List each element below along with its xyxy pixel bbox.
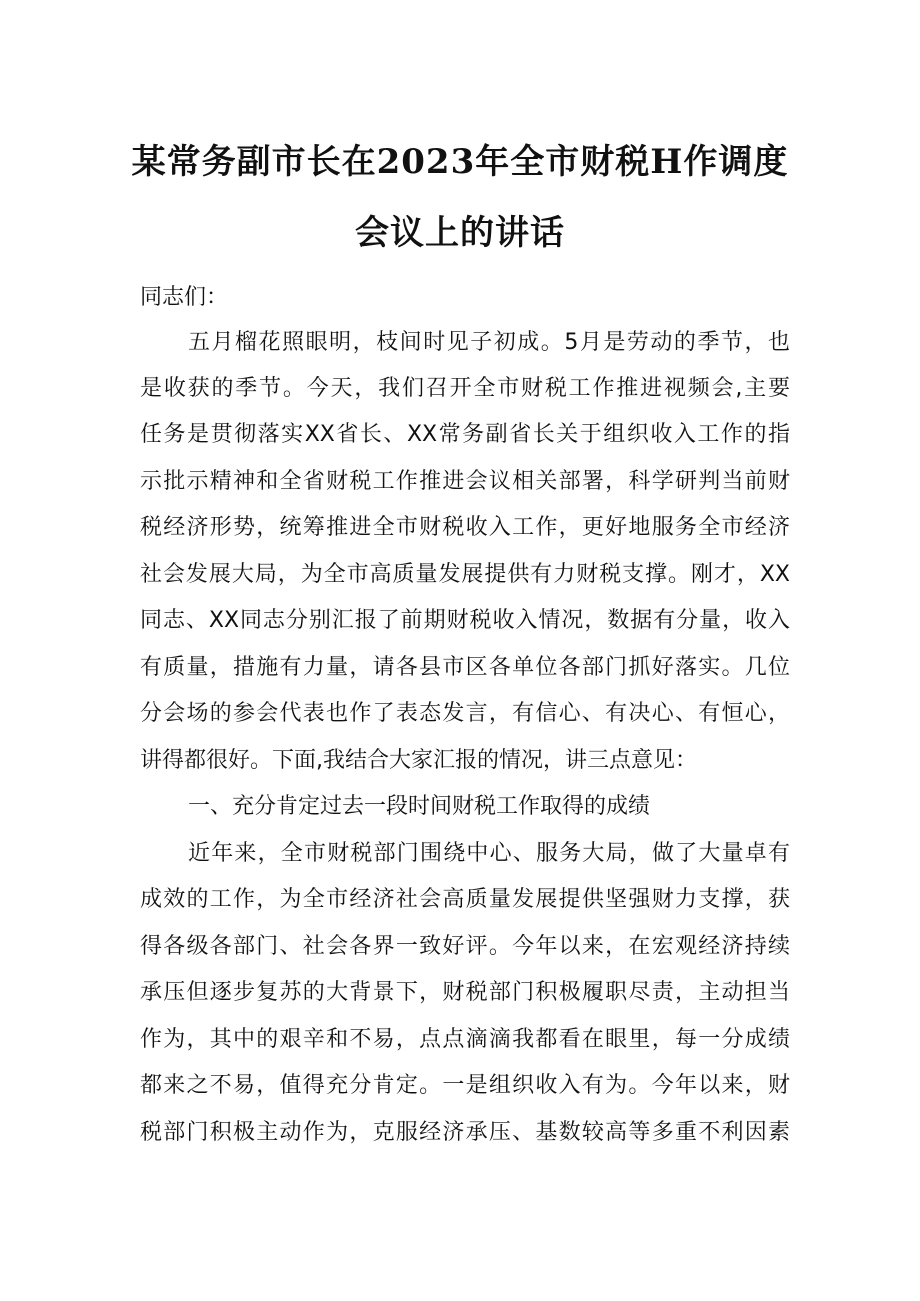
- body-line: 税经济形势，统筹推进全市财税收入工作，更好地服务全市经济: [140, 515, 790, 540]
- body-line: 成效的工作，为全市经济社会高质量发展提供坚强财力支撑，获: [140, 887, 790, 912]
- body-line: 作为，其中的艰辛和不易，点点滴滴我都看在眼里，每一分成绩: [140, 1027, 790, 1052]
- document-title-line-1: 某常务副市长在2023年全市财税H作调度: [131, 142, 789, 182]
- body-line: 任务是贯彻落实XX省长、XX常务副省长关于组织收入工作的指: [140, 422, 790, 447]
- body-line: 有质量，措施有力量，请各县市区各单位各部门抓好落实。几位: [140, 655, 790, 680]
- body-line: 是收获的季节。今天，我们召开全市财税工作推进视频会,主要: [140, 376, 790, 401]
- section-heading: 一、充分肯定过去一段时间财税工作取得的成绩: [188, 794, 651, 819]
- salutation: 同志们：: [140, 285, 229, 310]
- body-line: 示批示精神和全省财税工作推进会议相关部署，科学研判当前财: [140, 469, 790, 494]
- body-line: 社会发展大局，为全市高质量发展提供有力财税支撑。刚才，XX: [140, 562, 790, 587]
- body-line: 税部门积极主动作为，克服经济承压、基数较高等多重不利因素: [140, 1120, 790, 1145]
- document-title-line-2: 会议上的讲话: [355, 213, 565, 253]
- body-line: 同志、XX同志分别汇报了前期财税收入情况，数据有分量，收入: [140, 608, 790, 633]
- body-line: 得各级各部门、社会各界一致好评。今年以来，在宏观经济持续: [140, 934, 790, 959]
- body-line: 近年来，全市财税部门围绕中心、服务大局，做了大量卓有: [188, 841, 790, 866]
- body-line: 分会场的参会代表也作了表态发言，有信心、有决心、有恒心，: [140, 701, 790, 726]
- body-line: 承压但逐步复苏的大背景下，财税部门积极履职尽责，主动担当: [140, 980, 790, 1005]
- body-line: 讲得都很好。下面,我结合大家汇报的情况，讲三点意见：: [140, 748, 697, 773]
- body-line: 都来之不易，值得充分肯定。一是组织收入有为。今年以来，财: [140, 1073, 790, 1098]
- body-line: 五月榴花照眼明，枝间时见子初成。5月是劳动的季节，也: [188, 330, 790, 355]
